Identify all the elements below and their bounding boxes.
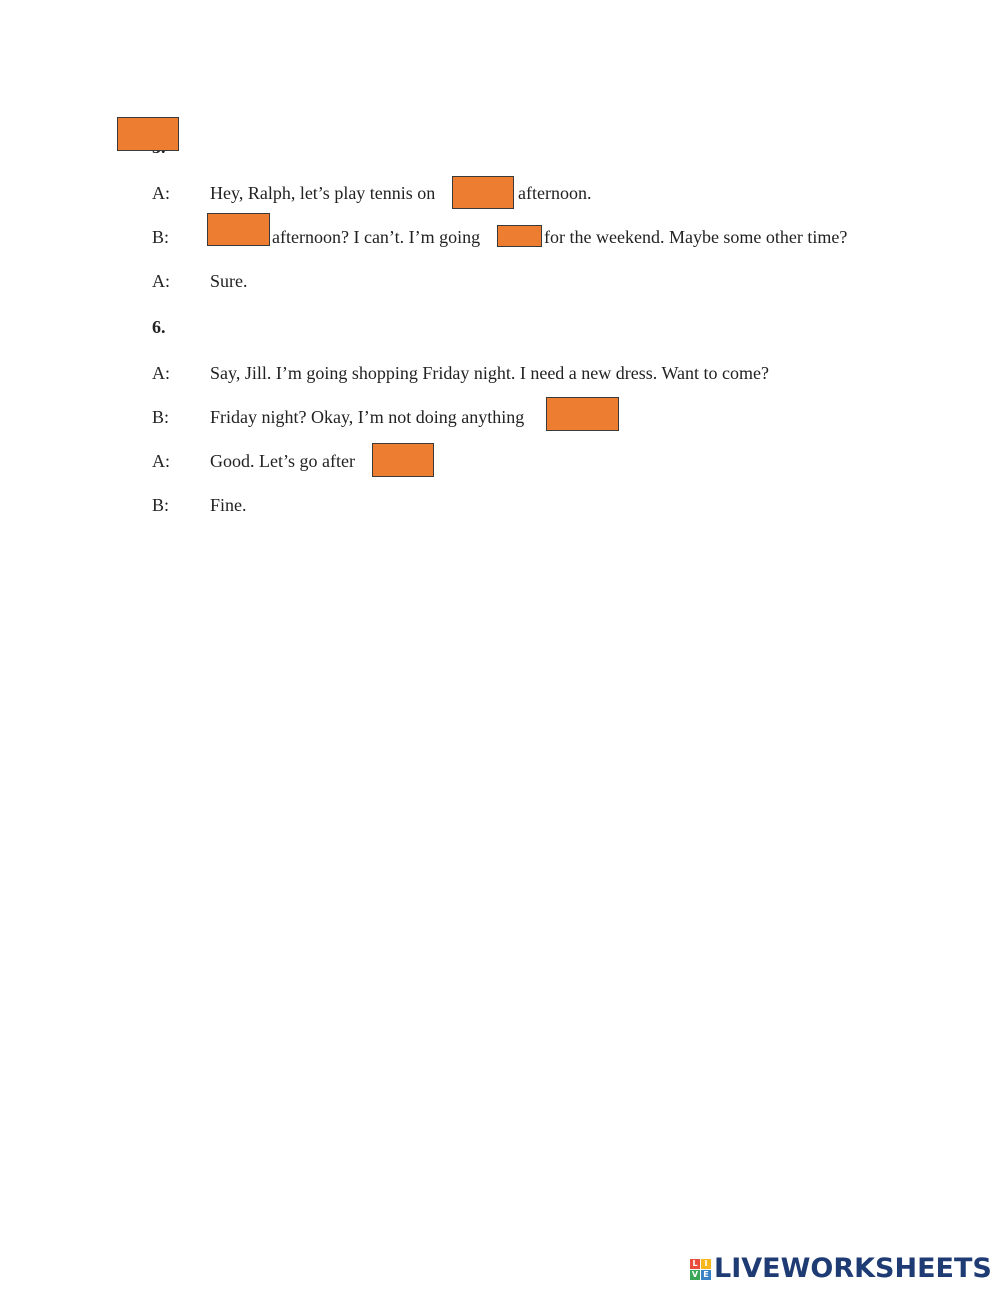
speaker-label: A: [152,183,170,203]
answer-blank-5-1[interactable] [452,176,514,209]
dialogue-text: Friday night? Okay, I’m not doing anything [210,407,525,427]
logo-grid-cell: L [690,1259,700,1269]
dialogue-text: for the weekend. Maybe some other time? [544,227,848,247]
answer-blank-6-1[interactable] [546,397,619,431]
speaker-label: B: [152,227,170,247]
dialogue-text: Good. Let’s go after [210,451,355,471]
dialogue-text: Sure. [210,271,248,291]
logo-text: LIVEWORKSHEETS [714,1253,992,1284]
logo-grid-cell: E [701,1270,711,1280]
answer-blank-5-0[interactable] [117,117,179,151]
dialogue-text: afternoon? I can’t. I’m going [272,227,481,247]
dialogue-text: afternoon. [518,183,592,203]
logo-grid-cell: V [691,1269,699,1279]
liveworksheets-logo [690,1252,992,1286]
dialogue-text: Say, Jill. I’m going shopping Friday night. I need a new dress. Want to come? [210,363,769,383]
answer-blank-6-2[interactable] [372,443,434,477]
dialogue-text: Hey, Ralph, let’s play tennis on [210,183,436,203]
logo-grid-cell: I [701,1259,711,1269]
logo-grid-icon [690,1259,711,1280]
dialogue-text: Fine. [210,495,247,515]
speaker-label: B: [152,407,170,427]
speaker-label: A: [152,363,170,383]
speaker-label: A: [152,271,170,291]
dialogue-line-5-a1 [210,182,435,204]
answer-blank-5-3[interactable] [497,225,542,247]
speaker-label: A: [152,451,170,471]
exercise-number-6: 6. [152,317,166,337]
answer-blank-5-2[interactable] [207,213,270,246]
speaker-label: B: [152,495,170,515]
